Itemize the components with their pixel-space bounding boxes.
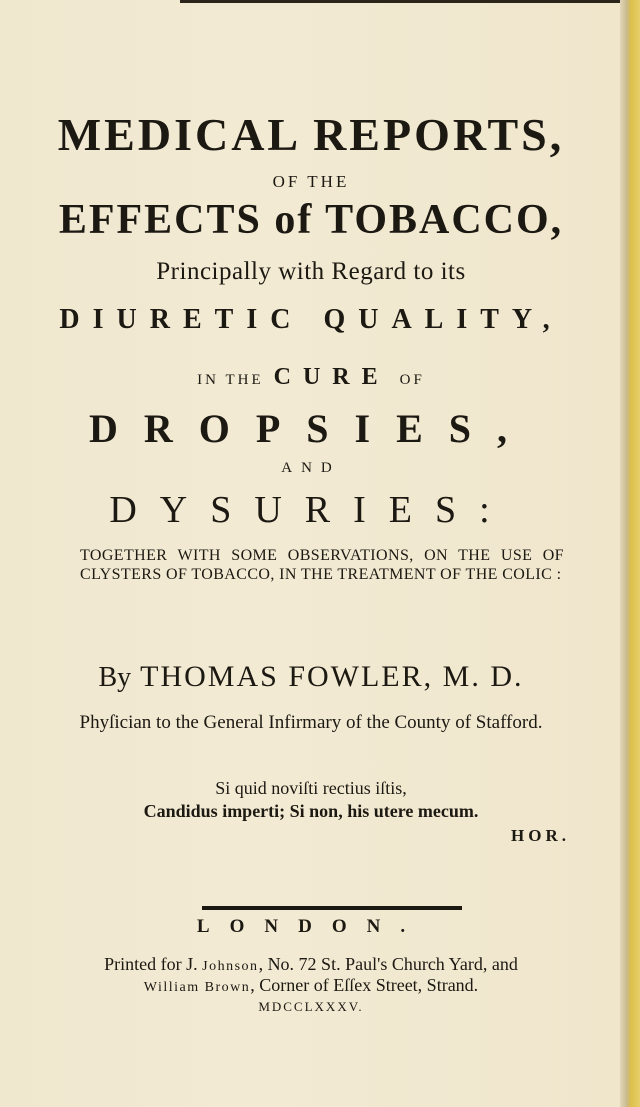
imprint-rule: [202, 906, 462, 910]
printed-for-text: Printed for J.: [104, 954, 198, 974]
effects-line: EFFECTS of TOBACCO,: [58, 197, 564, 243]
cure-text: CURE: [273, 364, 390, 390]
page-edge: [620, 0, 640, 1107]
epigraph-line-1: Si quid noviſti rectius iſtis,: [215, 778, 407, 798]
in-the-text: IN THE: [197, 372, 264, 388]
city-line: LONDON.: [196, 916, 426, 937]
printer-address-1: , No. 72 St. Paul's Church Yard, and: [258, 954, 518, 974]
printer-line-1: [0, 954, 622, 975]
and-line: AND: [281, 460, 341, 476]
diuretic-line: DIURETIC QUALITY,: [59, 304, 563, 335]
of-the-line: OF THE: [272, 172, 350, 191]
of-text: OF: [399, 372, 425, 388]
principally-line: Principally with Regard to its: [156, 258, 466, 285]
johnson-name: Johnson: [202, 959, 259, 974]
author-name: THOMAS FOWLER, M. D.: [140, 660, 524, 693]
epigraph-source: HOR.: [511, 826, 570, 845]
top-rule: [180, 0, 622, 3]
epigraph-line-2: Candidus imperti; Si non, his utere mecum.: [143, 801, 479, 821]
author-line: [0, 660, 622, 694]
dysuries-line: DYSURIES:: [109, 489, 513, 531]
dropsies-line: DROPSIES,: [88, 406, 534, 451]
william-brown-name: William Brown: [143, 980, 251, 995]
by-text: By: [98, 662, 132, 693]
book-title: MEDICAL REPORTS,: [57, 109, 565, 160]
together-paragraph: TOGETHER WITH SOME OBSERVATIONS, ON THE USE OF CLYSTERS OF TOBACCO, IN THE TREATMENT OF THE COLIC :: [80, 547, 564, 583]
printer-line-2: [0, 975, 622, 996]
cure-line: [0, 364, 622, 391]
year-line: MDCCLXXXV.: [258, 999, 364, 1014]
printer-address-2: , Corner of Eſſex Street, Strand.: [250, 975, 479, 995]
author-role: Phyſician to the General Infirmary of the County of Stafford.: [79, 712, 543, 733]
